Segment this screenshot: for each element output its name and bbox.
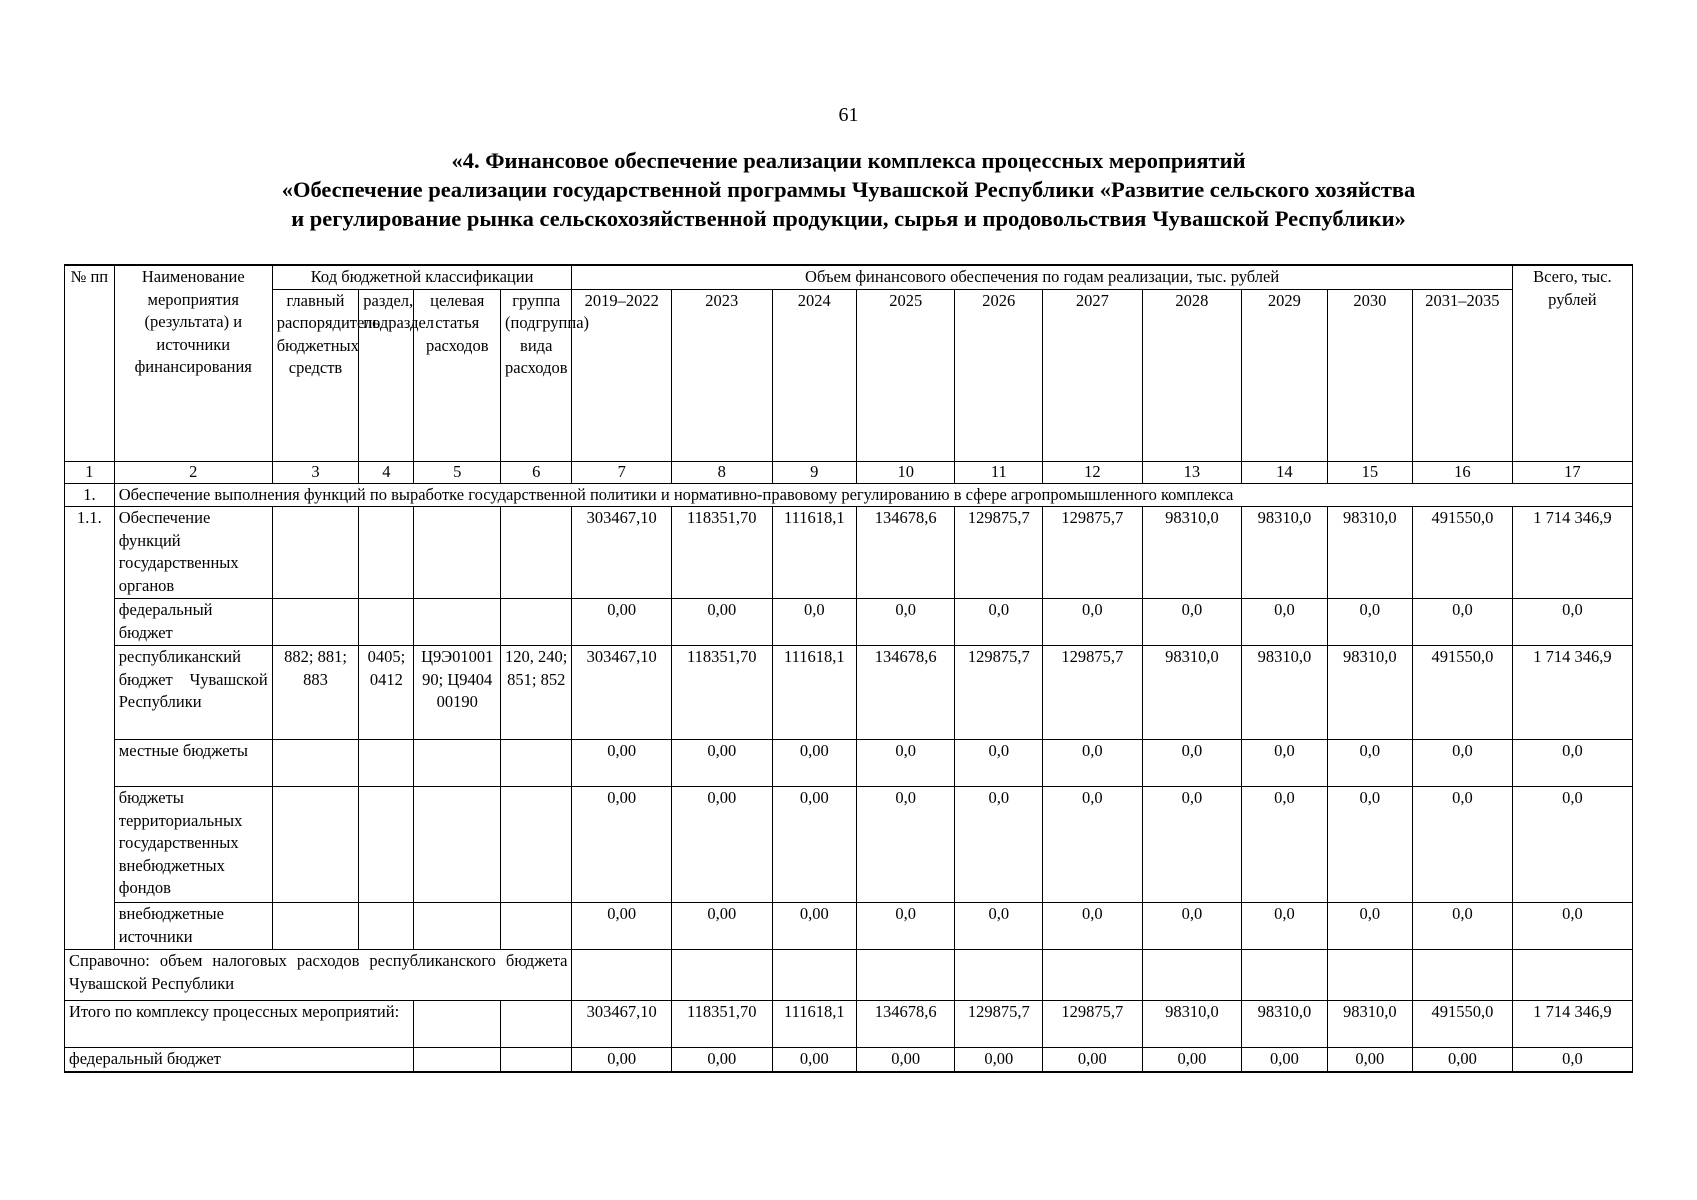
value-cell — [1142, 950, 1242, 1001]
header-name: Наименование мероприятия (результата) и источники финансирования — [114, 265, 272, 461]
value-cell: 0,00 — [1413, 1048, 1513, 1072]
column-number: 17 — [1512, 461, 1632, 483]
value-cell: 0,00 — [1142, 1048, 1242, 1072]
header-year: 2026 — [955, 289, 1043, 461]
table-row — [65, 740, 1633, 787]
column-number: 1 — [65, 461, 115, 483]
header-year: 2023 — [671, 289, 772, 461]
cell-csr — [414, 903, 501, 950]
row-name: федеральный бюджет — [114, 599, 272, 646]
title-line-3: и регулирование рынка сельскохозяйственной продукции, сырья и продовольствия Чувашской Республики» — [291, 206, 1406, 231]
value-cell: 129875,7 — [955, 507, 1043, 599]
value-cell: 118351,70 — [671, 1001, 772, 1048]
column-number: 12 — [1043, 461, 1143, 483]
cell-csr: Ц9Э0100190; Ц940400190 — [414, 646, 501, 740]
value-cell: 0,00 — [772, 1048, 856, 1072]
cell-grbs — [272, 599, 359, 646]
value-cell — [955, 950, 1043, 1001]
federal-total-row — [65, 1048, 1633, 1072]
total-cell: 0,0 — [1512, 787, 1632, 903]
value-cell: 0,00 — [772, 903, 856, 950]
cell-csr — [414, 1048, 501, 1072]
value-cell: 0,0 — [1327, 787, 1412, 903]
value-cell: 0,0 — [856, 740, 954, 787]
header-year: 2027 — [1043, 289, 1143, 461]
row-name: бюджеты территориальных государственных внебюджетных фондов — [114, 787, 272, 903]
column-number-row — [65, 461, 1633, 483]
value-cell: 0,0 — [856, 903, 954, 950]
value-cell: 98310,0 — [1327, 507, 1412, 599]
value-cell: 0,0 — [1043, 903, 1143, 950]
cell-rzpr: 0405; 0412 — [359, 646, 414, 740]
value-cell: 0,0 — [1327, 740, 1412, 787]
value-cell: 98310,0 — [1327, 1001, 1412, 1048]
value-cell: 98310,0 — [1142, 1001, 1242, 1048]
cell-csr — [414, 599, 501, 646]
value-cell: 0,00 — [772, 740, 856, 787]
cell-rzpr — [359, 740, 414, 787]
column-number: 5 — [414, 461, 501, 483]
value-cell: 0,0 — [1413, 599, 1513, 646]
value-cell — [856, 950, 954, 1001]
column-number: 3 — [272, 461, 359, 483]
value-cell: 303467,10 — [572, 507, 672, 599]
header-row-1 — [65, 265, 1633, 289]
value-cell: 98310,0 — [1242, 646, 1327, 740]
cell-vr — [501, 787, 572, 903]
total-cell: 1 714 346,9 — [1512, 1001, 1632, 1048]
value-cell: 491550,0 — [1413, 507, 1513, 599]
header-grbs: главный распорядитель бюджетных средств — [272, 289, 359, 461]
cell-vr — [501, 1001, 572, 1048]
value-cell: 0,00 — [572, 1048, 672, 1072]
value-cell: 0,0 — [1327, 903, 1412, 950]
value-cell: 0,00 — [671, 903, 772, 950]
header-year: 2019–2022 — [572, 289, 672, 461]
column-number: 4 — [359, 461, 414, 483]
cell-csr — [414, 740, 501, 787]
value-cell: 118351,70 — [671, 646, 772, 740]
cell-grbs — [272, 903, 359, 950]
header-rzpr: раздел, подраздел — [359, 289, 414, 461]
cell-rzpr — [359, 599, 414, 646]
column-number: 16 — [1413, 461, 1513, 483]
header-year: 2029 — [1242, 289, 1327, 461]
column-number: 2 — [114, 461, 272, 483]
value-cell: 129875,7 — [1043, 507, 1143, 599]
table-row — [65, 646, 1633, 740]
value-cell: 0,0 — [1413, 903, 1513, 950]
title-line-1: «4. Финансовое обеспечение реализации комплекса процессных мероприятий — [451, 148, 1246, 173]
value-cell: 0,00 — [772, 787, 856, 903]
cell-vr — [501, 1048, 572, 1072]
value-cell: 111618,1 — [772, 1001, 856, 1048]
cell-csr — [414, 787, 501, 903]
column-number: 10 — [856, 461, 954, 483]
total-cell — [1512, 950, 1632, 1001]
value-cell: 0,00 — [671, 787, 772, 903]
value-cell: 98310,0 — [1327, 646, 1412, 740]
value-cell: 0,00 — [572, 740, 672, 787]
table-row — [65, 903, 1633, 950]
value-cell: 0,00 — [671, 1048, 772, 1072]
value-cell: 134678,6 — [856, 1001, 954, 1048]
header-row-2 — [65, 289, 1633, 461]
value-cell: 0,0 — [856, 787, 954, 903]
value-cell: 98310,0 — [1242, 1001, 1327, 1048]
value-cell: 303467,10 — [572, 646, 672, 740]
column-number: 6 — [501, 461, 572, 483]
cell-csr — [414, 1001, 501, 1048]
row-num: 1.1. — [65, 507, 115, 950]
table-row — [65, 599, 1633, 646]
cell-grbs: 882; 881; 883 — [272, 646, 359, 740]
value-cell: 0,0 — [955, 903, 1043, 950]
header-csr: целевая статья расходов — [414, 289, 501, 461]
header-year: 2030 — [1327, 289, 1412, 461]
value-cell: 0,00 — [1242, 1048, 1327, 1072]
value-cell: 0,0 — [1043, 599, 1143, 646]
cell-grbs — [272, 787, 359, 903]
value-cell: 0,0 — [955, 740, 1043, 787]
value-cell: 0,0 — [856, 599, 954, 646]
value-cell: 0,0 — [1142, 787, 1242, 903]
table-row — [65, 507, 1633, 599]
row-name: республиканский бюджет Чувашской Республики — [114, 646, 272, 740]
section-row — [65, 483, 1633, 507]
column-number: 15 — [1327, 461, 1412, 483]
cell-rzpr — [359, 507, 414, 599]
value-cell — [572, 950, 672, 1001]
value-cell — [1413, 950, 1513, 1001]
header-vr: группа (подгруппа) вида расходов — [501, 289, 572, 461]
value-cell: 0,0 — [1413, 740, 1513, 787]
header-total: Всего, тыс. рублей — [1512, 265, 1632, 461]
value-cell: 0,0 — [1043, 740, 1143, 787]
value-cell: 98310,0 — [1242, 507, 1327, 599]
value-cell: 129875,7 — [955, 1001, 1043, 1048]
total-cell: 1 714 346,9 — [1512, 646, 1632, 740]
cell-grbs — [272, 507, 359, 599]
cell-vr — [501, 903, 572, 950]
reference-row — [65, 950, 1633, 1001]
value-cell: 0,00 — [856, 1048, 954, 1072]
value-cell: 98310,0 — [1142, 507, 1242, 599]
value-cell: 0,0 — [1142, 599, 1242, 646]
value-cell: 134678,6 — [856, 507, 954, 599]
value-cell: 118351,70 — [671, 507, 772, 599]
row-name: местные бюджеты — [114, 740, 272, 787]
value-cell: 111618,1 — [772, 646, 856, 740]
value-cell: 0,0 — [1413, 787, 1513, 903]
table-row — [65, 787, 1633, 903]
total-cell: 0,0 — [1512, 903, 1632, 950]
cell-vr: 120, 240; 851; 852 — [501, 646, 572, 740]
value-cell — [772, 950, 856, 1001]
total-cell: 1 714 346,9 — [1512, 507, 1632, 599]
column-number: 9 — [772, 461, 856, 483]
value-cell — [1242, 950, 1327, 1001]
header-year: 2025 — [856, 289, 954, 461]
row-name: Обеспечение функций государственных органов — [114, 507, 272, 599]
page-number: 61 — [838, 104, 859, 126]
value-cell: 134678,6 — [856, 646, 954, 740]
header-num: № пп — [65, 265, 115, 461]
total-cell: 0,0 — [1512, 599, 1632, 646]
value-cell — [1043, 950, 1143, 1001]
header-year: 2031–2035 — [1413, 289, 1513, 461]
financing-table — [64, 264, 1633, 1073]
value-cell — [671, 950, 772, 1001]
reference-label: Справочно: объем налоговых расходов республиканского бюджета Чувашской Республики — [65, 950, 572, 1001]
cell-rzpr — [359, 787, 414, 903]
header-year: 2028 — [1142, 289, 1242, 461]
value-cell: 0,0 — [955, 599, 1043, 646]
value-cell: 491550,0 — [1413, 646, 1513, 740]
value-cell: 0,00 — [1043, 1048, 1143, 1072]
cell-vr — [501, 507, 572, 599]
value-cell: 0,0 — [1242, 903, 1327, 950]
section-title: Обеспечение выполнения функций по выработке государственной политики и нормативно-правовому регулированию в сфере агропромышленного комплекса — [114, 483, 1632, 507]
total-cell: 0,0 — [1512, 740, 1632, 787]
cell-grbs — [272, 740, 359, 787]
total-row — [65, 1001, 1633, 1048]
value-cell: 0,0 — [955, 787, 1043, 903]
total-label: Итого по комплексу процессных мероприятий: — [65, 1001, 414, 1048]
value-cell: 0,00 — [1327, 1048, 1412, 1072]
value-cell: 0,0 — [1327, 599, 1412, 646]
header-volume: Объем финансового обеспечения по годам реализации, тыс. рублей — [572, 265, 1512, 289]
value-cell: 0,0 — [1142, 903, 1242, 950]
title-line-2: «Обеспечение реализации государственной программы Чувашской Республики «Развитие сельского хозяйства — [281, 177, 1416, 202]
document-title — [0, 146, 1697, 233]
value-cell: 0,0 — [1142, 740, 1242, 787]
header-kbk: Код бюджетной классификации — [272, 265, 572, 289]
value-cell: 0,0 — [1242, 599, 1327, 646]
federal-label: федеральный бюджет — [65, 1048, 414, 1072]
value-cell: 491550,0 — [1413, 1001, 1513, 1048]
row-name: внебюджетные источники — [114, 903, 272, 950]
value-cell: 0,00 — [671, 740, 772, 787]
value-cell: 0,00 — [572, 903, 672, 950]
value-cell: 0,0 — [772, 599, 856, 646]
column-number: 7 — [572, 461, 672, 483]
value-cell: 0,00 — [955, 1048, 1043, 1072]
header-year: 2024 — [772, 289, 856, 461]
cell-csr — [414, 507, 501, 599]
value-cell: 0,0 — [1242, 740, 1327, 787]
total-cell: 0,0 — [1512, 1048, 1632, 1072]
column-number: 8 — [671, 461, 772, 483]
value-cell: 111618,1 — [772, 507, 856, 599]
value-cell: 129875,7 — [955, 646, 1043, 740]
value-cell: 98310,0 — [1142, 646, 1242, 740]
value-cell: 129875,7 — [1043, 646, 1143, 740]
column-number: 14 — [1242, 461, 1327, 483]
cell-vr — [501, 599, 572, 646]
value-cell: 303467,10 — [572, 1001, 672, 1048]
value-cell: 129875,7 — [1043, 1001, 1143, 1048]
cell-vr — [501, 740, 572, 787]
value-cell: 0,00 — [671, 599, 772, 646]
column-number: 11 — [955, 461, 1043, 483]
value-cell: 0,0 — [1043, 787, 1143, 903]
value-cell — [1327, 950, 1412, 1001]
value-cell: 0,0 — [1242, 787, 1327, 903]
cell-rzpr — [359, 903, 414, 950]
value-cell: 0,00 — [572, 599, 672, 646]
column-number: 13 — [1142, 461, 1242, 483]
section-num: 1. — [65, 483, 115, 507]
value-cell: 0,00 — [572, 787, 672, 903]
